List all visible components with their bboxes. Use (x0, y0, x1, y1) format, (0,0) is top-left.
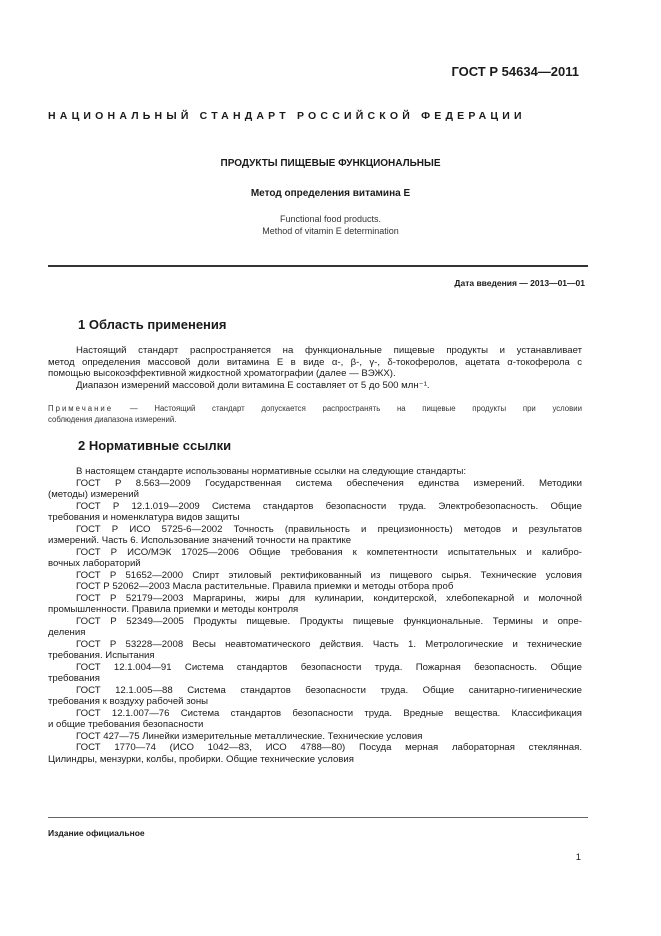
reference-line: требования (48, 673, 100, 684)
reference-line: В настоящем стандарте использованы нормативные ссылки на следующие стандарты: (76, 466, 467, 477)
note-text: — Настоящий стандарт допускается распространять на пищевые продукты при условии (113, 404, 582, 413)
reference-line: ГОСТ 12.1.007—76 Система стандартов безопасности труда. Вредные вещества. Классификация (76, 707, 582, 719)
reference-line: требования к воздуху рабочей зоны (48, 696, 209, 707)
reference-line: измерений. Часть 6. Использование значений точности на практике (48, 535, 352, 546)
reference-line: ГОСТ 12.1.004—91 Система стандартов безопасности труда. Пожарная безопасность. Общие (76, 661, 582, 673)
reference-line: ГОСТ 427—75 Линейки измерительные металлические. Технические условия (76, 730, 423, 742)
reference-line: ГОСТ Р 12.1.019—2009 Система стандартов безопасности труда. Электробезопасность. Общие (76, 500, 582, 512)
header-divider (48, 265, 588, 267)
footer-divider (48, 817, 588, 818)
national-standard-banner: НАЦИОНАЛЬНЫЙ СТАНДАРТ РОССИЙСКОЙ ФЕДЕРАЦИИ (48, 110, 526, 122)
note-line1 (48, 403, 582, 414)
section1-para1-line2: метод определения массовой доли витамина Е в виде α-, β-, γ-, δ-токоферолов, ацетата α-токоферола с (48, 356, 582, 368)
reference-line: ГОСТ 12.1.005—88 Система стандартов безопасности труда. Общие санитарно-гигиенические (76, 684, 582, 696)
section1-para1-line3: помощью высокоэффективной жидкостной хроматографии (далее — ВЭЖХ). (48, 368, 396, 379)
section2-heading: 2 Нормативные ссылки (78, 438, 232, 453)
reference-line: ГОСТ 1770—74 (ИСО 1042—83, ИСО 4788—80) Посуда мерная лабораторная стеклянная. (76, 742, 582, 753)
reference-line: ГОСТ Р 51652—2000 Спирт этиловый ректификованный из пищевого сырья. Технические условия (76, 569, 582, 581)
reference-line: требования и номенклатура видов защиты (48, 512, 240, 523)
section1-para1-line1: Настоящий стандарт распространяется на функциональные пищевые продукты и устанавливает (76, 345, 582, 356)
page-number: 1 (575, 852, 581, 863)
standard-number: ГОСТ Р 54634—2011 (451, 64, 579, 79)
reference-line: ГОСТ Р 8.563—2009 Государственная система обеспечения единства измерений. Методики (76, 477, 582, 489)
reference-line: вочных лабораторий (48, 558, 141, 569)
reference-line: ГОСТ Р ИСО/МЭК 17025—2006 Общие требования к компетентности испытательных и калибро- (76, 546, 582, 558)
reference-line: ГОСТ Р 52179—2003 Маргарины, жиры для кулинарии, кондитерской, хлебопекарной и молочной (76, 592, 582, 604)
note-line2: соблюдения диапазона измерений. (48, 415, 177, 424)
reference-line: Цилиндры, мензурки, колбы, пробирки. Общие технические условия (48, 753, 354, 765)
reference-line: и общие требования безопасности (48, 719, 204, 730)
reference-line: ГОСТ Р ИСО 5725-6—2002 Точность (правильность и прецизионность) методов и результатов (76, 523, 582, 535)
reference-line: (методы) измерений (48, 489, 139, 500)
section1-note (48, 403, 582, 425)
reference-line: промышленности. Правила приемки и методы контроля (48, 604, 299, 615)
english-title-line2: Method of vitamin E determination (262, 226, 399, 236)
document-title: ПРОДУКТЫ ПИЩЕВЫЕ ФУНКЦИОНАЛЬНЫЕ (220, 158, 441, 169)
section1-heading: 1 Область применения (78, 317, 227, 332)
reference-line: деления (48, 627, 86, 638)
reference-line: ГОСТ Р 52062—2003 Масла растительные. Правила приемки и методы отбора проб (76, 581, 454, 592)
note-label: Примечание (48, 404, 114, 413)
official-edition-label: Издание официальное (48, 828, 145, 838)
reference-line: требования. Испытания (48, 650, 155, 661)
reference-line: ГОСТ Р 52349—2005 Продукты пищевые. Продукты пищевые функциональные. Термины и опре- (76, 615, 582, 627)
reference-line: ГОСТ Р 53228—2008 Весы неавтоматического действия. Часть 1. Метрологические и технические (76, 638, 582, 650)
document-subtitle: Метод определения витамина Е (250, 188, 411, 199)
normative-references-list (48, 466, 582, 765)
section1-body (48, 345, 582, 391)
introduction-date: Дата введения — 2013—01—01 (454, 278, 585, 288)
section1-para2: Диапазон измерений массовой доли витамина Е составляет от 5 до 500 млн⁻¹. (76, 379, 430, 391)
english-title-line1: Functional food products. (279, 214, 382, 224)
